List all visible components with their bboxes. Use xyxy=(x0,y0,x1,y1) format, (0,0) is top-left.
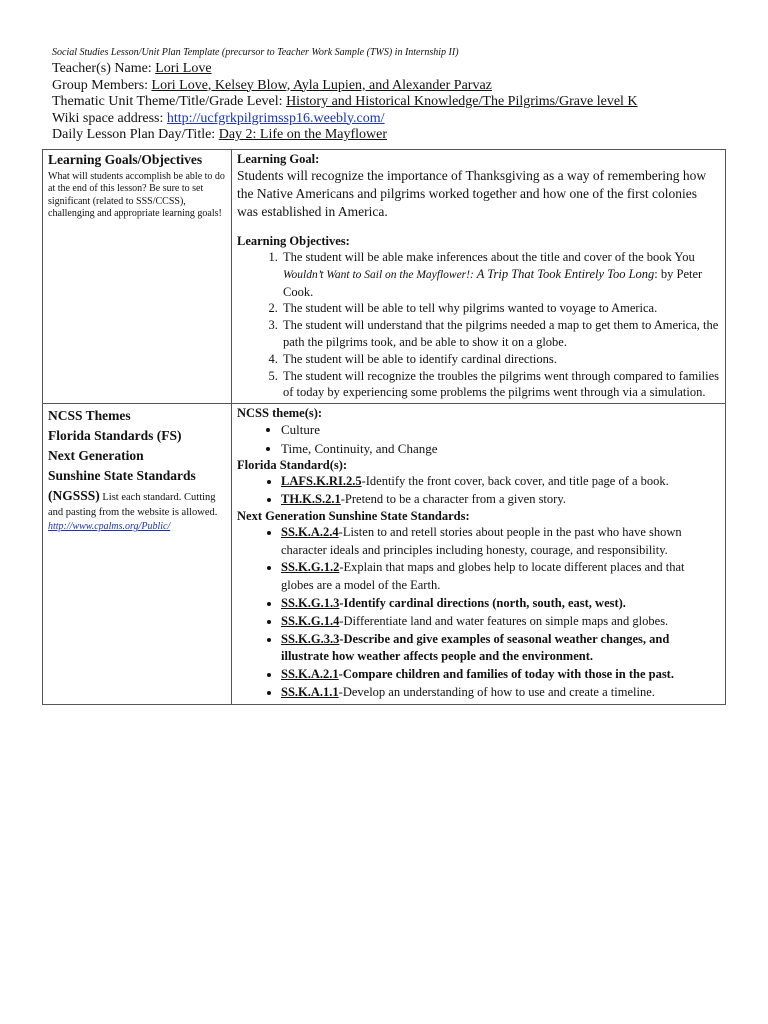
ncss-list xyxy=(237,421,720,458)
goals-label-cell xyxy=(43,150,232,404)
lesson-plan-table xyxy=(42,149,726,705)
objective-item: 4. The student will be able to identify cardinal directions. xyxy=(281,351,720,368)
fs-item: • TH.K.S.2.1-Pretend to be a character from a given story. xyxy=(281,491,720,509)
ncss-label: NCSS Themes xyxy=(48,408,131,424)
ngsss-item: • SS.K.G.1.4-Differentiate land and water features on simple maps and globes. xyxy=(281,613,720,631)
ngsss-item: • SS.K.G.1.3-Identify cardinal directions (north, south, east, west). xyxy=(281,595,720,613)
objective-item: 5. The student will recognize the troubles the pilgrims went through compared to families of today by experiencing some problems the pilgrims went through via a simulation. xyxy=(281,368,720,402)
ncss-item: • Time, Continuity, and Change xyxy=(281,440,720,459)
fs-title: Florida Standard(s): xyxy=(237,458,348,473)
ngsss-list xyxy=(237,524,720,702)
cpalms-link-line xyxy=(48,520,226,533)
wiki-link[interactable]: http://ucfgrkpilgrimssp16.weebly.com/ xyxy=(166,110,385,126)
ngsss-item: • SS.K.A.2.4-Listen to and retell stories about people in the past who have shown character ideals and principles including honesty, courage, and responsibility. xyxy=(281,524,720,560)
objective-item: 3. The student will understand that the pilgrims needed a map to get them to America, the path the pilgrims took, and be able to show it on a globe. xyxy=(281,317,720,351)
group-line: Group Members: Lori Love, Kelsey Blow, Ayla Lupien, and Alexander Parvaz xyxy=(52,77,492,93)
ncss-item: • Culture xyxy=(281,421,720,440)
ngsss-item: • SS.K.A.2.1-Compare children and families of today with those in the past. xyxy=(281,666,720,684)
wiki-line: Wiki space address: http://ucfgrkpilgrimssp16.weebly.com/ xyxy=(52,110,385,126)
theme-value: History and Historical Knowledge/The Pilgrims/Grave level K xyxy=(286,94,638,109)
ncss-title: NCSS theme(s): xyxy=(237,406,323,421)
goals-row xyxy=(43,150,726,404)
teacher-line: Teacher(s) Name: Lori Love xyxy=(52,61,212,76)
ngsss-item: • SS.K.G.1.2-Explain that maps and globes help to locate different places and that globes are a model of the Earth. xyxy=(281,559,720,595)
learning-goal-text: Students will recognize the importance of Thanksgiving as a way of remembering how the Native Americans and pilgrims worked together and how one of the first colonies was established in America. xyxy=(237,168,707,219)
cpalms-link[interactable]: http://www.cpalms.org/Public/ xyxy=(48,521,171,533)
fs-label: Florida Standards (FS) xyxy=(48,428,182,444)
ngsss-description: (NGSSS) List each standard. Cutting and pasting from the website is allowed. xyxy=(48,488,218,519)
goals-label: Learning Goals/Objectives xyxy=(48,152,203,167)
ngsss-title: Next Generation Sunshine State Standards: xyxy=(237,508,470,523)
objective-item: 1. The student will be able make inferences about the title and cover of the book You Wouldn’t Want to Sail on the Mayflower!: A Trip That Took Entirely Too Long: by Peter Cook. xyxy=(281,249,720,300)
standards-label-cell xyxy=(43,404,232,705)
next-gen-label: Next Generation xyxy=(48,448,144,464)
teacher-name: Lori Love xyxy=(155,61,212,76)
standards-row xyxy=(43,404,726,705)
daily-title: Day 2: Life on the Mayflower xyxy=(218,127,388,142)
theme-line: Thematic Unit Theme/Title/Grade Level: History and Historical Knowledge/The Pilgrims/Grave level K xyxy=(52,94,638,109)
objective-item: 2. The student will be able to tell why pilgrims wanted to voyage to America. xyxy=(281,300,720,317)
goals-description: What will students accomplish be able to do at the end of this lesson? Be sure to set significant (related to SSS/CCSS), challenging and appropriate learning goals! xyxy=(48,171,225,219)
document-header xyxy=(52,46,752,144)
standards-content-cell xyxy=(232,404,726,705)
learning-goal-title: Learning Goal: xyxy=(237,152,320,166)
goals-content-cell xyxy=(232,150,726,404)
fs-list xyxy=(237,473,720,509)
sss-label: Sunshine State Standards xyxy=(48,468,196,484)
ngsss-item: • SS.K.A.1.1-Develop an understanding of how to use and create a timeline. xyxy=(281,684,720,702)
objectives-list xyxy=(237,249,720,401)
ngsss-item: • SS.K.G.3.3-Describe and give examples of seasonal weather changes, and illustrate how weather affects people and the environment. xyxy=(281,631,720,667)
fs-item: • LAFS.K.RI.2.5-Identify the front cover, back cover, and title page of a book. xyxy=(281,473,720,491)
daily-line: Daily Lesson Plan Day/Title: Day 2: Life on the Mayflower xyxy=(52,127,388,142)
objectives-title: Learning Objectives: xyxy=(237,234,350,248)
template-title: Social Studies Lesson/Unit Plan Template (precursor to Teacher Work Sample (TWS) in Internship II) xyxy=(52,47,459,58)
group-members: Lori Love, Kelsey Blow, Ayla Lupien, and Alexander Parvaz xyxy=(151,77,492,93)
